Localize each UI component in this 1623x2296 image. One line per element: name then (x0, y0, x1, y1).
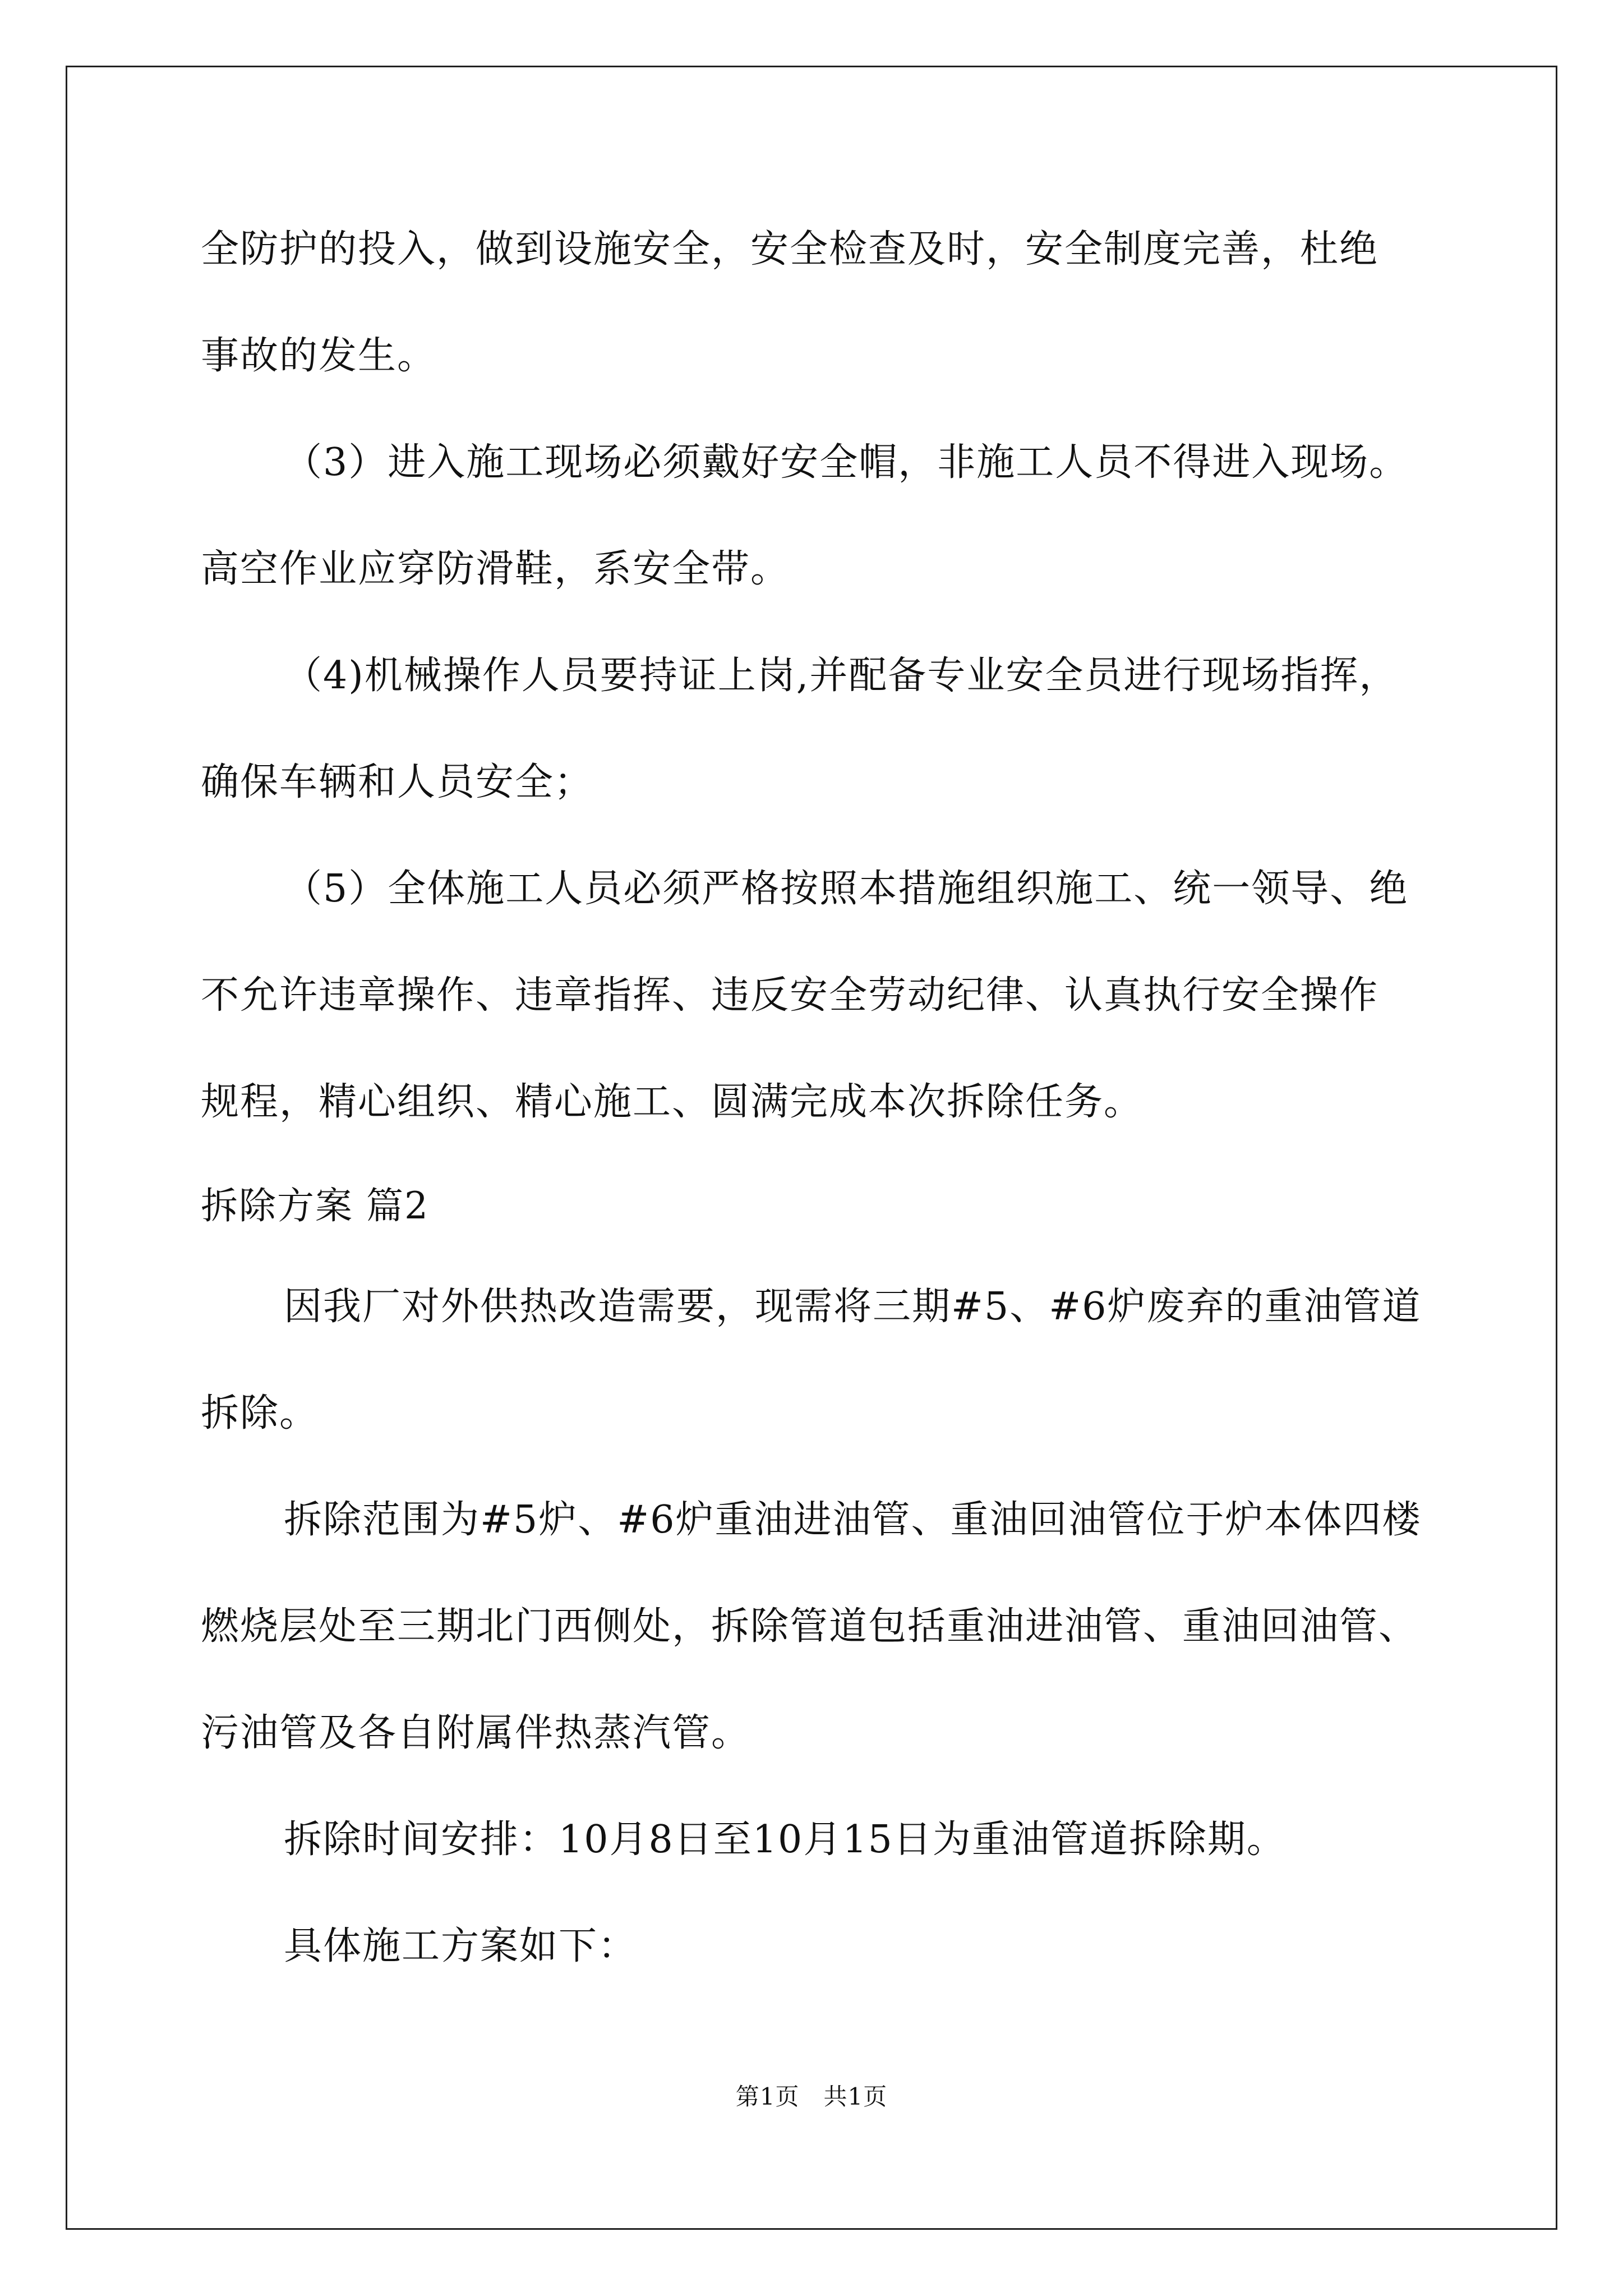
paragraph-item-3: （3）进入施工现场必须戴好安全帽，非施工人员不得进入现场。 (284, 440, 1409, 485)
paragraph-start: 具体施工方案如下： (284, 1924, 638, 1968)
paragraph-item-5: （5）全体施工人员必须严格按照本措施组织施工、统一领导、绝 (284, 867, 1409, 911)
text-line: 拆除。 (201, 1391, 319, 1435)
text-line: 不允许违章操作、违章指挥、违反安全劳动纪律、认真执行安全操作 (201, 973, 1379, 1018)
paragraph-start: 拆除范围为#5炉、#6炉重油进油管、重油回油管位于炉本体四楼 (284, 1498, 1422, 1542)
text-line: 事故的发生。 (201, 334, 437, 378)
paragraph-item-4: （4)机械操作人员要持证上岗,并配备专业安全员进行现场指挥， (284, 654, 1399, 698)
section-heading: 拆除方案 篇2 (201, 1184, 429, 1227)
paragraph-start: 因我厂对外供热改造需要，现需将三期#5、#6炉废弃的重油管道 (284, 1285, 1422, 1329)
text-line: 规程，精心组织、精心施工、圆满完成本次拆除任务。 (201, 1080, 1144, 1124)
text-line: 高空作业应穿防滑鞋，系安全带。 (201, 547, 790, 591)
page-footer: 第1页 共1页 (735, 2083, 888, 2110)
text-line: 确保车辆和人员安全； (201, 760, 594, 804)
text-line: 燃烧层处至三期北门西侧处，拆除管道包括重油进油管、重油回油管、 (201, 1604, 1418, 1649)
text-line: 污油管及各自附属伴热蒸汽管。 (201, 1711, 751, 1755)
text-line: 全防护的投入，做到设施安全，安全检查及时，安全制度完善，杜绝 (201, 227, 1379, 272)
paragraph-start: 拆除时间安排：10月8日至10月15日为重油管道拆除期。 (284, 1818, 1286, 1862)
page-border (66, 66, 1557, 2230)
